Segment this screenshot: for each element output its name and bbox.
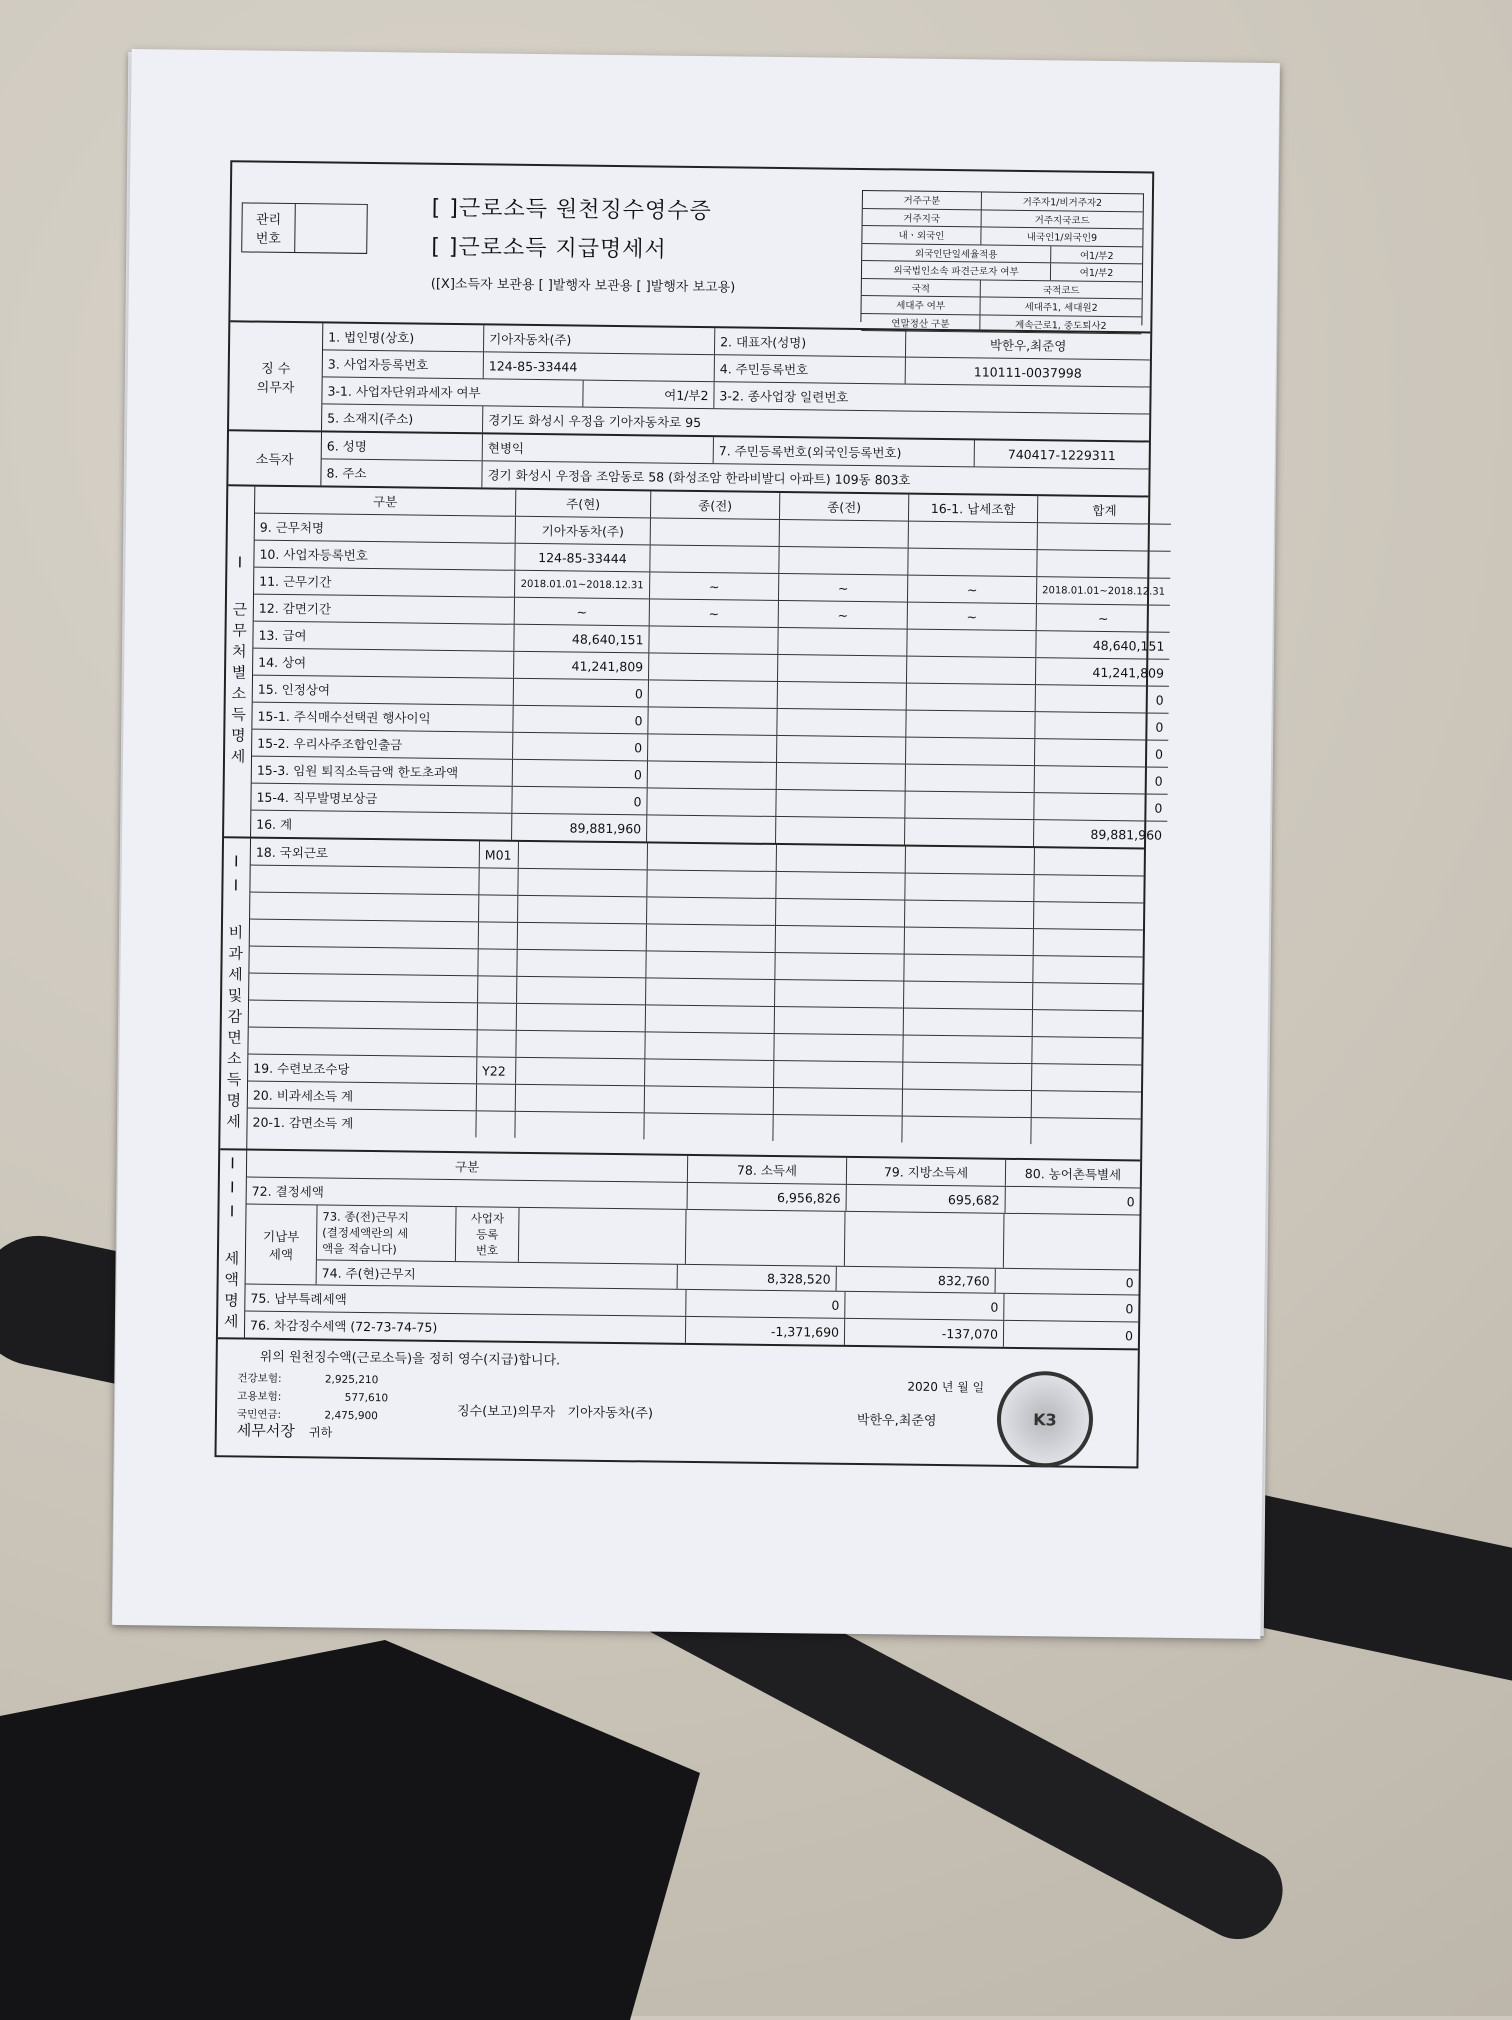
blank-cell [519, 1208, 687, 1264]
income-cell [907, 684, 1036, 712]
income-cell [907, 630, 1036, 658]
tax-value: 0 [1124, 1327, 1134, 1343]
col-header: 79. 지방소득세 [847, 1158, 1006, 1186]
section2-label: II 비과세및감면소득명세 [220, 838, 251, 1148]
earner-id-value: 740417-1229311 [1007, 446, 1116, 463]
income-cell: 0 [1155, 692, 1164, 708]
form-title-statement: [ ]근로소득 지급명세서 [431, 234, 667, 263]
branch-serial-label: 3-2. 종사업장 일련번호 [719, 388, 849, 405]
income-cell: 48,640,151 [514, 625, 649, 653]
income-cell [906, 765, 1035, 793]
tax-value: -1,371,690 [686, 1317, 845, 1345]
nontaxable-code [479, 895, 518, 921]
tax-form [214, 160, 1166, 1468]
status-label: 거주구분 [863, 191, 982, 209]
nontaxable-code [479, 922, 518, 948]
status-value: 내국인1/외국인9 [1026, 232, 1098, 245]
tax-row [246, 1205, 1140, 1296]
income-cell: 2018.01.01~2018.12.31 [515, 571, 650, 599]
blank-cell [904, 982, 1033, 1010]
income-cell [905, 819, 1034, 847]
income-cell [906, 711, 1035, 739]
income-cell: ~ [515, 598, 650, 626]
tax-row-label: 72. 결정세액 [247, 1178, 688, 1209]
income-cell [906, 738, 1035, 766]
income-cell [909, 522, 1038, 550]
nontaxable-label [250, 920, 479, 949]
blank-cell [903, 1036, 1032, 1064]
income-row-label: 15. 인정상여 [253, 676, 514, 705]
blank-cell [776, 872, 905, 900]
blank-cell [647, 870, 776, 898]
blank-cell [686, 1210, 846, 1266]
copy-type: ([X]소득자 보관용 [ ]발행자 보관용 [ ]발행자 보고용) [430, 276, 736, 296]
blank-cell [645, 1059, 774, 1087]
status-label: 거주지국 [863, 208, 982, 226]
corp-name-label: 1. 법인명(상호) [323, 323, 484, 351]
earner-id-label: 7. 주민등록번호(외국인등록번호) [714, 437, 975, 466]
blank-cell [516, 1085, 645, 1113]
status-label: 외국법인소속 파견근로자 여부 [862, 261, 1051, 280]
resident-reg-value: 110111-0037998 [973, 363, 1082, 381]
col-header: 구분 [247, 1151, 688, 1182]
earner-address-label: 8. 주소 [321, 459, 482, 487]
income-row-label: 13. 급여 [253, 622, 514, 651]
health-insurance-label: 건강보험: [237, 1372, 282, 1385]
blank-cell [1032, 1064, 1141, 1091]
blank-cell [646, 1005, 775, 1033]
income-row-label: 15-4. 직무발명보상금 [251, 784, 512, 813]
blank-cell [903, 1063, 1032, 1091]
income-cell [779, 547, 908, 575]
col-header: 종(전) [780, 493, 909, 521]
income-by-workplace-section [224, 486, 1166, 849]
status-value: 여1/부2 [1079, 250, 1114, 262]
income-row-label: 11. 근무기간 [254, 568, 515, 597]
income-cell: 0 [513, 706, 648, 734]
employment-insurance-label: 고용보험: [237, 1390, 282, 1403]
nontaxable-code [476, 1111, 515, 1137]
tax-row-label: 76. 차감징수세액 (72-73-74-75) [245, 1312, 686, 1343]
form-footer [216, 1339, 1137, 1466]
earner-label: 소득자 [228, 431, 322, 485]
nontaxable-label [249, 1001, 478, 1030]
income-cell: 0 [1154, 800, 1163, 816]
blank-cell [647, 924, 776, 952]
unit-taxpayer-value: 여1/부2 [583, 381, 714, 409]
blank-cell [648, 843, 777, 871]
management-number [230, 162, 372, 322]
earner-grid [321, 432, 1149, 495]
status-value: 세대주1, 세대원2 [1024, 302, 1098, 315]
nontaxable-label: 20-1. 감면소득 계 [247, 1109, 476, 1138]
earner-name-label: 6. 성명 [322, 432, 483, 460]
blank-cell [773, 1115, 902, 1143]
status-value: 계속근로1, 중도퇴사2 [1015, 319, 1107, 332]
tax-row-label: 75. 납부특례세액 [245, 1285, 686, 1316]
income-cell [648, 761, 777, 789]
blank-cell [903, 1090, 1032, 1118]
resident-reg-label: 4. 주민등록번호 [715, 355, 906, 383]
income-cell: ~ [908, 603, 1037, 631]
income-cell: 0 [512, 787, 647, 815]
income-cell: ~ [650, 572, 779, 600]
blank-cell [776, 926, 905, 954]
col-header: 구분 [255, 487, 516, 516]
withholder-signature-name: 기아자동차(주) [567, 1405, 654, 1422]
income-cell: ~ [1097, 610, 1109, 626]
status-label: 세대주 여부 [862, 296, 981, 314]
blank-cell [517, 1004, 646, 1032]
tax-office [237, 1419, 333, 1441]
blank-cell [516, 1031, 645, 1059]
blank-cell [1034, 929, 1143, 956]
tax-value: 0 [1126, 1193, 1135, 1209]
income-row-label: 15-1. 주식매수선택권 행사이익 [252, 703, 513, 732]
income-cell: 41,241,809 [1092, 664, 1165, 681]
income-row-label: 9. 근무처명 [255, 514, 516, 543]
nontaxable-label [250, 893, 479, 922]
paid-tax-label: 기납부 세액 [246, 1205, 318, 1285]
tax-value: 695,682 [847, 1185, 1006, 1213]
blank-cell [1034, 875, 1143, 902]
income-cell [908, 549, 1037, 577]
tax-value: 0 [845, 1292, 1004, 1320]
status-value: 거주자1/비거주자2 [1022, 197, 1103, 210]
blank-cell [515, 1112, 644, 1140]
receipt-statement: 위의 원천징수액(근로소득)을 정히 영수(지급)합니다. [259, 1349, 561, 1369]
blank-cell [518, 896, 647, 924]
blank-cell [516, 1058, 645, 1086]
income-cell [1037, 550, 1170, 578]
tax-office-label: 세무서장 [236, 1421, 295, 1441]
residency-status-table [860, 190, 1144, 332]
income-cell [648, 734, 777, 762]
income-cell [776, 817, 905, 845]
income-cell: 기아자동차(주) [516, 517, 651, 545]
col-header: 78. 소득세 [688, 1156, 847, 1184]
blank-cell [517, 977, 646, 1005]
section3-label: III 세액명세 [218, 1150, 247, 1337]
income-cell [1038, 523, 1171, 551]
withholder-signature-label: 징수(보고)의무자 [456, 1404, 556, 1421]
blank-cell [1033, 956, 1142, 983]
income-cell: 0 [513, 760, 648, 788]
corp-name-value: 기아자동차(주) [484, 325, 715, 354]
blank-cell [518, 923, 647, 951]
income-cell [649, 626, 778, 654]
tax-value: 6,956,826 [688, 1183, 847, 1211]
income-cell [647, 815, 776, 843]
blank-cell [845, 1212, 1005, 1268]
nontaxable-label [249, 947, 478, 976]
employment-insurance-value: 577,610 [344, 1391, 389, 1405]
representative-value: 박한우,최준영 [989, 337, 1067, 354]
form-titles [370, 164, 862, 328]
status-value: 여1/부2 [1079, 267, 1114, 280]
income-row-label: 15-3. 임원 퇴직소득금액 한도초과액 [252, 757, 513, 786]
blank-cell [646, 951, 775, 979]
income-cell [905, 792, 1034, 820]
income-row-label: 10. 사업자등록번호 [254, 541, 515, 570]
earner-address-value: 경기 화성시 우정읍 조암동로 58 (화성조암 한라비발디 아파트) 109동 803호 [487, 467, 911, 488]
paid-tax-block [317, 1205, 1140, 1294]
withholder-section [229, 322, 1150, 442]
tax-value: -137,070 [845, 1319, 1004, 1347]
prev-workplace-label: 73. 종(전)근무지 (결정세액란의 세 액을 적습니다) [317, 1205, 457, 1261]
income-cell: 89,881,960 [1090, 826, 1163, 843]
status-label: 국적 [862, 278, 981, 296]
income-cell [778, 655, 907, 683]
income-cell: ~ [779, 574, 908, 602]
income-cell [776, 790, 905, 818]
income-cell [777, 736, 906, 764]
blank-cell [646, 978, 775, 1006]
blank-cell [906, 847, 1035, 875]
income-cell [777, 709, 906, 737]
pension-label: 국민연금: [236, 1408, 282, 1421]
blank-cell [775, 953, 904, 981]
biz-reg-value: 124-85-33444 [484, 352, 715, 381]
income-cell: 0 [1155, 719, 1164, 735]
blank-cell [904, 955, 1033, 983]
insurance-summary [237, 1369, 389, 1425]
nontaxable-code [477, 1084, 516, 1110]
income-cell: 0 [1154, 746, 1164, 762]
issue-date [907, 1378, 984, 1396]
representative-label: 2. 대표자(성명) [715, 328, 906, 356]
blank-cell [1034, 902, 1143, 929]
blank-cell [905, 901, 1034, 929]
blank-cell [1033, 1010, 1142, 1037]
blank-cell [1004, 1214, 1140, 1270]
blank-cell [517, 950, 646, 978]
income-cell [777, 763, 906, 791]
income-cell [648, 707, 777, 735]
income-cell: ~ [779, 601, 908, 629]
blank-cell [519, 842, 648, 870]
income-cell [907, 657, 1036, 685]
blank-cell [775, 980, 904, 1008]
nontaxable-label [250, 866, 479, 895]
nontaxable-code [478, 1003, 517, 1029]
form-title-receipt: [ ]근로소득 원천징수영수증 [431, 195, 712, 225]
income-cell: 48,640,151 [1092, 637, 1165, 654]
income-cell: 124-85-33444 [515, 544, 650, 572]
section1-label: I 근무처별소득명세 [224, 486, 255, 836]
tax-table [245, 1151, 1140, 1349]
tax-row-label: 74. 주(현)근무지 [317, 1260, 678, 1288]
honorific: 귀하 [308, 1425, 333, 1440]
income-cell: 41,241,809 [514, 652, 649, 680]
blank-cell [774, 1034, 903, 1062]
income-cell [650, 545, 779, 573]
income-cell: 89,881,960 [512, 814, 647, 842]
income-cell: ~ [650, 599, 779, 627]
blank-cell [1032, 1037, 1141, 1064]
income-cell: ~ [908, 576, 1037, 604]
document-page [112, 49, 1279, 1639]
income-cell [649, 653, 778, 681]
income-table [251, 487, 1171, 848]
nontaxable-section [220, 838, 1144, 1161]
unit-taxpayer-label: 3-1. 사업자단위과세자 여부 [322, 377, 583, 406]
nontaxable-code [477, 1030, 516, 1056]
nontaxable-code: Y22 [477, 1057, 516, 1083]
blank-cell [775, 1007, 904, 1035]
blank-cell [902, 1117, 1031, 1145]
col-header: 80. 농어촌특별세 [1024, 1166, 1122, 1183]
income-cell: 0 [513, 733, 648, 761]
income-cell [778, 628, 907, 656]
income-row-label: 14. 상여 [253, 649, 514, 678]
nontaxable-code [478, 976, 517, 1002]
earner-name-value: 현병익 [483, 434, 714, 463]
health-insurance-value: 2,925,210 [324, 1373, 379, 1387]
status-label: 내ㆍ외국인 [862, 226, 981, 244]
withholder-label: 징 수 의무자 [229, 322, 323, 430]
income-row-label: 15-2. 우리사주조합인출금 [252, 730, 513, 759]
tax-value: 0 [1125, 1274, 1134, 1290]
status-value: 거주지국코드 [1034, 214, 1090, 227]
blank-cell [905, 874, 1034, 902]
withholder-grid [322, 323, 1150, 440]
blank-cell [645, 1032, 774, 1060]
income-cell: 0 [514, 679, 649, 707]
nontaxable-code [478, 949, 517, 975]
tax-value: 8,328,520 [678, 1265, 837, 1291]
company-seal-stamp: K3 [996, 1371, 1093, 1468]
status-value: 국적코드 [1042, 284, 1080, 297]
status-label: 연말정산 구분 [861, 313, 980, 331]
representative-signature: 박한우,최준영 [856, 1413, 937, 1429]
blank-cell [904, 1009, 1033, 1037]
management-number-label: 관리 번호 [242, 203, 296, 252]
nontaxable-label [249, 974, 478, 1003]
income-cell [651, 518, 780, 546]
tax-value: 0 [686, 1290, 845, 1318]
col-header: 합계 [1092, 502, 1117, 519]
blank-cell [644, 1113, 773, 1141]
status-label: 외국인단일세율적용 [862, 243, 1051, 262]
tax-value: 0 [1125, 1300, 1134, 1316]
prev-workplace-row [317, 1205, 1140, 1270]
income-row-label: 12. 감면기간 [254, 595, 515, 624]
blank-cell [905, 928, 1034, 956]
nontaxable-table [247, 839, 1144, 1160]
withholder-signature [457, 1400, 653, 1421]
income-row-label: 16. 계 [251, 811, 512, 840]
form-header [230, 162, 1152, 333]
biz-number-label: 사업자 등록 번호 [456, 1207, 520, 1262]
col-header: 주(현) [516, 490, 651, 518]
income-cell [778, 682, 907, 710]
blank-cell [777, 845, 906, 873]
nontaxable-label: 20. 비과세소득 계 [248, 1082, 477, 1111]
nontaxable-code: M01 [480, 841, 519, 867]
issue-date-rest: 년 월 일 [941, 1380, 985, 1395]
income-cell [647, 788, 776, 816]
blank-cell [1031, 1118, 1140, 1145]
blank-cell [1035, 848, 1144, 875]
blank-cell [647, 897, 776, 925]
biz-reg-label: 3. 사업자등록번호 [323, 350, 484, 378]
pension-value: 2,475,900 [324, 1409, 378, 1423]
tax-detail-section [218, 1150, 1140, 1350]
blank-cell [774, 1088, 903, 1116]
col-header: 16-1. 납세조합 [909, 495, 1038, 523]
income-cell: 0 [1154, 773, 1163, 789]
blank-cell [518, 869, 647, 897]
issue-year: 2020 [907, 1379, 939, 1394]
address-label: 5. 소재지(주소) [322, 404, 483, 432]
income-cell: 2018.01.01~2018.12.31 [1042, 584, 1166, 598]
col-header: 종(전) [651, 491, 780, 519]
blank-cell [1032, 1091, 1141, 1118]
blank-cell [774, 1061, 903, 1089]
nontaxable-code [479, 868, 518, 894]
blank-cell [776, 899, 905, 927]
nontaxable-label [248, 1028, 477, 1057]
management-number-box [241, 202, 368, 254]
address-value: 경기도 화성시 우정읍 기아자동차로 95 [488, 412, 702, 431]
nontaxable-label: 19. 수련보조수당 [248, 1055, 477, 1084]
blank-cell [645, 1086, 774, 1114]
blank-cell [1033, 983, 1142, 1010]
tax-value: 832,760 [837, 1267, 996, 1293]
nontaxable-label: 18. 국외근로 [251, 839, 480, 868]
income-cell [780, 520, 909, 548]
income-cell [649, 680, 778, 708]
